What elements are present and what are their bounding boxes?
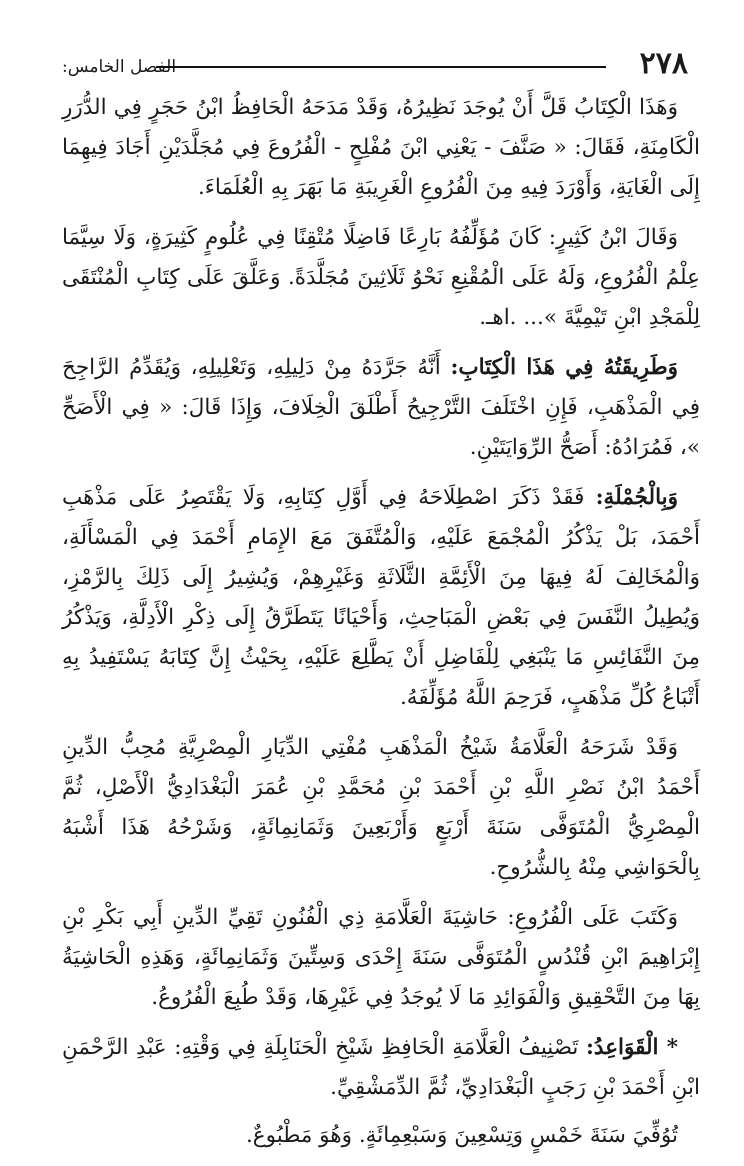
paragraph	[62, 898, 700, 1018]
paragraph	[62, 218, 700, 338]
paragraph	[62, 478, 700, 718]
paragraph-lead: وَبِالْجُمْلَةِ:	[595, 485, 678, 510]
paragraph-text: فَقَدْ ذَكَرَ اصْطِلَاحَهُ فِي أَوَّلِ كِتَابِهِ، وَلَا يَقْتَصِرُ عَلَى مَذْهَبِ أَحْمَدَ، بَلْ يَذْكُرُ الْمُجْمَعَ عَلَيْهِ، وَالْمُتَّفَقَ مَعَ الإِمَامِ أَحْمَدَ فِي الْمَسْأَلَةِ، وَالْمُخَالِفَ لَهُ فِيهَا مِنَ الْأَئِمَّةِ الثَّلَاثَةِ وَغَيْرِهِمْ، وَيُشِيرُ إِلَى ذَلِكَ بِالرَّمْزِ، وَيُطِيلُ النَّفَسَ فِي بَعْضِ الْمَبَاحِثِ، وَأَحْيَانًا يَتَطَرَّقُ إِلَى ذِكْرِ الْأَدِلَّةِ، وَيَذْكُرُ مِنَ النَّفَائِسِ مَا يَنْبَغِي لِلْفَاضِلِ أَنْ يَطَّلِعَ عَلَيْهِ، بِحَيْثُ إِنَّ كِتَابَهُ يَسْتَفِيدُ بِهِ أَتْبَاعُ كُلِّ مَذْهَبٍ، فَرَحِمَ اللَّهُ مُؤَلِّفَهُ.	[62, 485, 700, 710]
page-number: ٢٧٨	[639, 46, 688, 81]
paragraph	[62, 348, 700, 468]
page-body	[62, 88, 700, 1166]
paragraph-text: وَقَالَ ابْنُ كَثِيرٍ: كَانَ مُؤَلِّفُهُ بَارِعًا فَاضِلًا مُتْقِنًا فِي عُلُومٍ كَثِيرَةٍ، وَلَا سِيَّمَا عِلْمُ الْفُرُوعِ، وَلَهُ عَلَى الْمُقْنِعِ نَحْوُ ثَلَاثِينَ مُجَلَّدَةً. وَعَلَّقَ عَلَى كِتَابِ الْمُنْتَقَى لِلْمَجْدِ ابْنِ تَيْمِيَّةَ »... .اهـ.	[62, 225, 700, 330]
paragraph	[62, 728, 700, 888]
paragraph-lead: وَطَرِيقَتُهُ فِي هَذَا الْكِتَابِ:	[450, 355, 678, 380]
page-header	[62, 46, 688, 86]
paragraph-text: أَنَّهُ جَرَّدَهُ مِنْ دَلِيلِهِ، وَتَعْلِيلِهِ، وَيُقَدِّمُ الرَّاجِحَ فِي الْمَذْهَبِ، فَإِنِ اخْتَلَفَ التَّرْجِيحُ أَطْلَقَ الْخِلَافَ، وَإِذَا قَالَ: « فِي الْأَصَحِّ »، فَمُرَادُهُ: أَصَحُّ الرِّوَايَتَيْنِ.	[62, 355, 700, 460]
paragraph	[62, 1028, 700, 1108]
paragraph	[62, 88, 700, 208]
paragraph-text: وَقَدْ شَرَحَهُ الْعَلَّامَةُ شَيْخُ الْمَذْهَبِ مُفْتِي الدِّيَارِ الْمِصْرِيَّةِ مُحِبُّ الدِّينِ أَحْمَدُ ابْنُ نَصْرِ اللَّهِ بْنِ أَحْمَدَ بْنِ مُحَمَّدِ بْنِ عُمَرَ الْبَغْدَادِيُّ الْأَصْلِ، ثُمَّ الْمِصْرِيُّ الْمُتَوَفَّى سَنَةَ أَرْبَعٍ وَأَرْبَعِينَ وَثَمَانِمِائَةٍ، وَشَرْحُهُ هَذَا أَشْبَهُ بِالْحَوَاشِي مِنْهُ بِالشُّرُوحِ.	[62, 735, 700, 880]
paragraph	[62, 1116, 700, 1156]
paragraph-text: تَصْنِيفُ الْعَلَّامَةِ الْحَافِظِ شَيْخِ الْحَنَابِلَةِ فِي وَقْتِهِ: عَبْدِ الرَّحْمَنِ ابْنِ أَحْمَدَ بْنِ رَجَبٍ الْبَغْدَادِيِّ، ثُمَّ الدِّمَشْقِيِّ.	[62, 1035, 700, 1100]
paragraph-lead: * الْقَوَاعِدُ:	[586, 1035, 678, 1060]
chapter-title: الفصل الخامس:	[62, 57, 177, 77]
paragraph-text: تُوُفِّيَ سَنَةَ خَمْسٍ وَتِسْعِينَ وَسَبْعِمِائَةٍ. وَهُوَ مَطْبُوعٌ.	[245, 1123, 678, 1148]
header-rule	[156, 66, 606, 68]
paragraph-text: وَهَذَا الْكِتَابُ قَلَّ أَنْ يُوجَدَ نَظِيرُهُ، وَقَدْ مَدَحَهُ الْحَافِظُ ابْنُ حَجَرٍ فِي الدُّرَرِ الْكَامِنَةِ، فَقَالَ: « صَنَّفَ - يَعْنِي ابْنَ مُفْلِحٍ - الْفُرُوعَ فِي مُجَلَّدَيْنِ أَجَادَ فِيهِمَا إِلَى الْغَايَةِ، وَأَوْرَدَ فِيهِ مِنَ الْفُرُوعِ الْغَرِيبَةِ مَا بَهَرَ بِهِ الْعُلَمَاءَ.	[62, 95, 700, 200]
paragraph-text: وَكَتَبَ عَلَى الْفُرُوعِ: حَاشِيَةَ الْعَلَّامَةِ ذِي الْفُنُونِ تَقِيِّ الدِّينِ أَبِي بَكْرِ بْنِ إِبْرَاهِيمَ ابْنِ قُنْدُسٍ الْمُتَوَفَّى سَنَةَ إِحْدَى وَسِتِّينَ وَثَمَانِمِائَةٍ، وَهَذِهِ الْحَاشِيَةُ بِهَا مِنَ التَّحْقِيقِ وَالْفَوَائِدِ مَا لَا يُوجَدُ فِي غَيْرِهَا، وَقَدْ طُبِعَ الْفُرُوعُ.	[62, 905, 700, 1010]
